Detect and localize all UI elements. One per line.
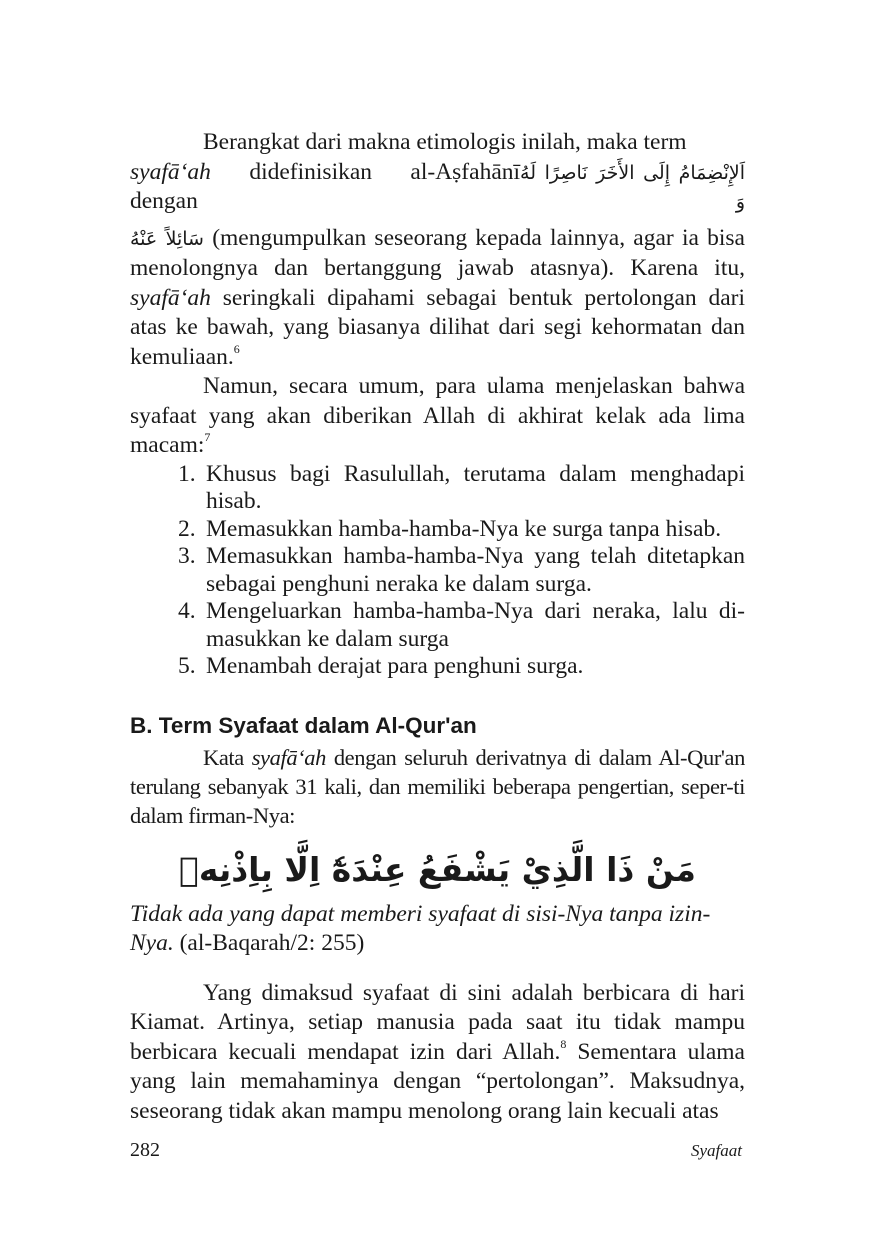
paragraph-1-arabic-line — [130, 158, 745, 218]
list-item — [178, 543, 745, 598]
definition-meaning: (mengumpulkan seseorang kepada lainnya, agar ia bisa menolongnya dan bertanggung jawab atasnya). Karena itu, — [130, 224, 745, 281]
quran-verse: مَنْ ذَا الَّذِيْ يَشْفَعُ عِنْدَهٗٓ اِلَّا بِاِذْنِهٖ — [179, 849, 696, 889]
list-number: 1. — [178, 460, 196, 487]
paragraph-3-post: Sementara ulama yang lain memahaminya dengan “pertolongan”. Maksudnya, seseorang tidak akan mampu menolong orang lain kecuali atas — [130, 1038, 745, 1124]
page-footer — [130, 1139, 742, 1162]
intro-pre: Kata — [203, 744, 244, 770]
paragraph-1 — [130, 128, 745, 158]
paragraph-3-pre: Yang dimaksud syafaat di sini adalah berbicara di hari Kiamat. Artinya, setiap manusia pada saat itu tidak mampu berbicara kecuali mendapat izin dari Allah. — [130, 979, 745, 1065]
footnote-8[interactable]: 8 — [560, 1036, 567, 1051]
list-item — [178, 598, 745, 653]
term-syafaah: syafā‘ah — [130, 158, 211, 185]
paragraph-2 — [130, 372, 745, 461]
list-number: 3. — [178, 543, 196, 569]
intro-post: dengan seluruh derivatnya di dalam Al-Qur'an terulang sebanyak 31 kali, dan memiliki beberapa pengertian, seper-ti dalam firman-Nya: — [130, 744, 745, 828]
paragraph-1-line1: Berangkat dari makna etimologis inilah, maka term — [203, 129, 687, 155]
paragraph-3 — [130, 979, 745, 1127]
paragraph-1-end: seringkali dipahami sebagai bentuk pertolongan dari atas ke bawah, yang biasanya dilihat dari segi kehormatan dan kemuliaan. — [130, 284, 746, 370]
list-text: Mengeluarkan hamba-hamba-Nya dari neraka, lalu di-masukkan ke dalam surga — [206, 598, 745, 652]
running-head: Syafaat — [691, 1141, 742, 1160]
verse-translation — [130, 900, 745, 958]
list-item — [178, 653, 745, 681]
list-text: Memasukkan hamba-hamba-Nya yang telah ditetapkan sebagai penghuni neraka ke dalam surga. — [206, 543, 745, 597]
definition-intro: didefinisikan al-Aṣfahānī dengan — [130, 158, 521, 214]
arabic-definition-part1: اَلإِنْضِمَامُ إِلَى الأَخَرَ نَاصِرًا لَهُ وَ — [520, 161, 745, 213]
list-number: 4. — [178, 598, 196, 624]
list-number: 5. — [178, 653, 196, 679]
section-heading: B. Term Syafaat dalam Al-Qur'an — [130, 712, 477, 738]
translation-text: Tidak ada yang dapat memberi syafaat di sisi-Nya tanpa izin-Nya. — [130, 900, 711, 956]
term-syafaah-2: syafā‘ah — [130, 284, 211, 311]
page-body — [130, 128, 745, 1126]
footnote-6[interactable]: 6 — [233, 341, 240, 356]
list-number: 2. — [178, 515, 196, 542]
verse-reference: (al-Baqarah/2: 255) — [179, 929, 365, 956]
arabic-definition-part2: سَائِلاً عَنْهُ — [130, 227, 204, 250]
paragraph-1-continued — [130, 224, 745, 373]
list-text: Khusus bagi Rasulullah, terutama dalam menghadapi hisab. — [206, 460, 745, 514]
list-item — [178, 516, 745, 544]
list-text: Memasukkan hamba-hamba-Nya ke surga tanpa hisab. — [206, 515, 722, 542]
syafaat-types-list — [130, 461, 745, 681]
paragraph-2-text: Namun, secara umum, para ulama menjelaskan bahwa syafaat yang akan diberikan Allah di akhirat kelak ada lima macam: — [130, 373, 745, 458]
intro-term: syafā‘ah — [251, 744, 326, 770]
page-number: 282 — [130, 1139, 160, 1161]
list-text: Menambah derajat para penghuni surga. — [206, 653, 584, 679]
section-b-intro — [130, 743, 745, 830]
list-item — [178, 461, 745, 516]
footnote-7[interactable]: 7 — [204, 430, 211, 444]
